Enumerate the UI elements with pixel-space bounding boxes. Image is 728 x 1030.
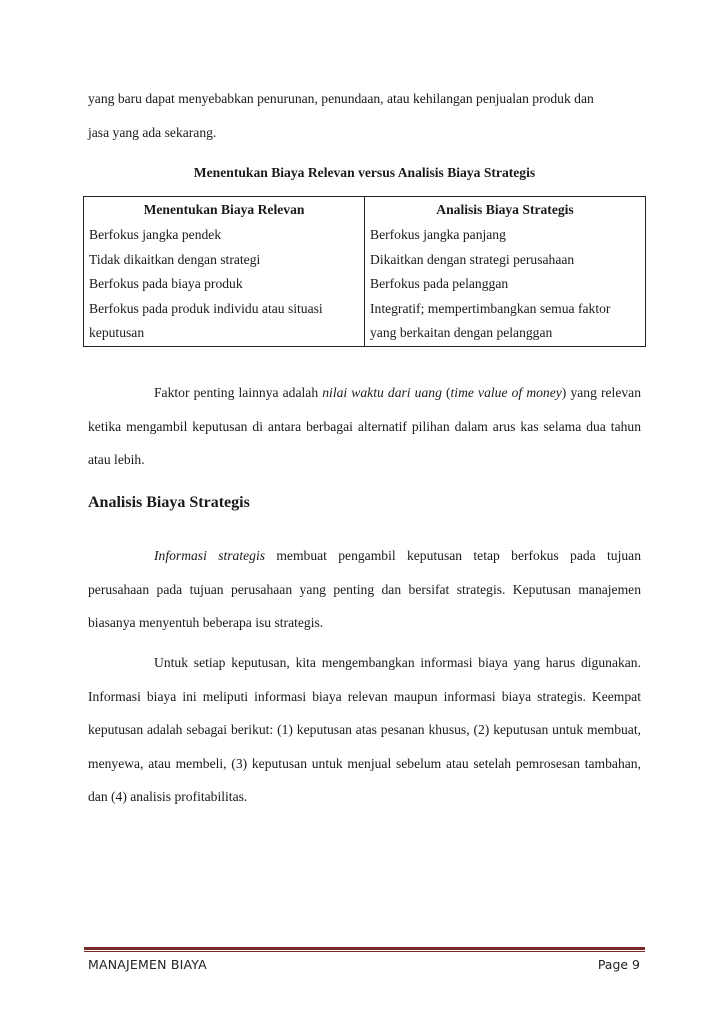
- table-row: [84, 272, 646, 297]
- table-row: [84, 297, 646, 322]
- paragraph-text: Faktor penting lainnya adalah: [154, 385, 323, 400]
- paragraph-text: membuat pengambil keputusan tetap berfokus pada tujuan perusahaan pada tujuan perusahaan yang penting dan bersifat strategis. Keputusan manajemen biasanya menyentuh beberapa isu strategis.: [88, 548, 641, 630]
- table-cell: Berfokus pada biaya produk: [84, 272, 365, 297]
- table-cell: Integratif; mempertimbangkan semua faktor: [370, 300, 611, 316]
- table-row: [84, 223, 646, 248]
- intro-line-2: jasa yang ada sekarang.: [88, 124, 217, 140]
- comparison-table: [83, 196, 646, 347]
- table-header-row: [84, 197, 646, 224]
- column-header-strategic-cost: Analisis Biaya Strategis: [436, 202, 574, 217]
- paragraph-text: ) yang relevan ketika mengambil keputusan di antara berbagai alternatif pilihan dalam arus kas selama dua tahun atau lebih.: [88, 385, 641, 467]
- strategic-info-paragraph: [88, 539, 641, 640]
- footer-title: MANAJEMEN BIAYA: [88, 957, 207, 972]
- table-cell: Berfokus pada pelanggan: [370, 276, 509, 292]
- table-caption: Menentukan Biaya Relevan versus Analisis Biaya Strategis: [193, 165, 536, 180]
- table-cell: Berfokus pada produk individu atau situasi: [84, 297, 365, 322]
- emphasis-text: Informasi strategis: [154, 548, 266, 563]
- time-value-paragraph: [88, 376, 641, 477]
- table-cell: Berfokus jangka panjang: [370, 227, 506, 243]
- paragraph-text: (: [441, 385, 451, 400]
- page-number: Page 9: [597, 957, 640, 972]
- table-row: [84, 248, 646, 273]
- table-cell: Berfokus jangka pendek: [84, 223, 365, 248]
- emphasis-text: time value of money: [450, 385, 562, 400]
- table-cell: yang berkaitan dengan pelanggan: [370, 325, 553, 341]
- table-cell: Dikaitkan dengan strategi perusahaan: [370, 251, 575, 267]
- footer-rule-thin: [84, 951, 645, 952]
- paragraph-text: Untuk setiap keputusan, kita mengembangkan informasi biaya yang harus digunakan. Informasi biaya ini meliputi informasi biaya relevan maupun informasi biaya strategis. Keempat keputusan adalah sebagai berikut: (1) keputusan atas pesanan khusus, (2) keputusan untuk membuat, menyewa, atau membeli, (3) keputusan untuk menjual sebelum atau setelah pemrosesan tambahan, dan (4) analisis profitabilitas.: [88, 655, 641, 804]
- decisions-paragraph: [88, 646, 641, 814]
- table-cell: keputusan: [84, 321, 365, 346]
- section-heading: Analisis Biaya Strategis: [88, 494, 250, 511]
- footer-rule: [84, 947, 645, 950]
- column-header-relevant-cost: Menentukan Biaya Relevan: [84, 197, 365, 224]
- table-row: [84, 321, 646, 346]
- intro-line-1: yang baru dapat menyebabkan penurunan, penundaan, atau kehilangan penjualan produk dan: [88, 91, 594, 106]
- table-cell: Tidak dikaitkan dengan strategi: [84, 248, 365, 273]
- emphasis-text: nilai waktu dari uang: [322, 385, 442, 400]
- intro-paragraph: [88, 82, 641, 149]
